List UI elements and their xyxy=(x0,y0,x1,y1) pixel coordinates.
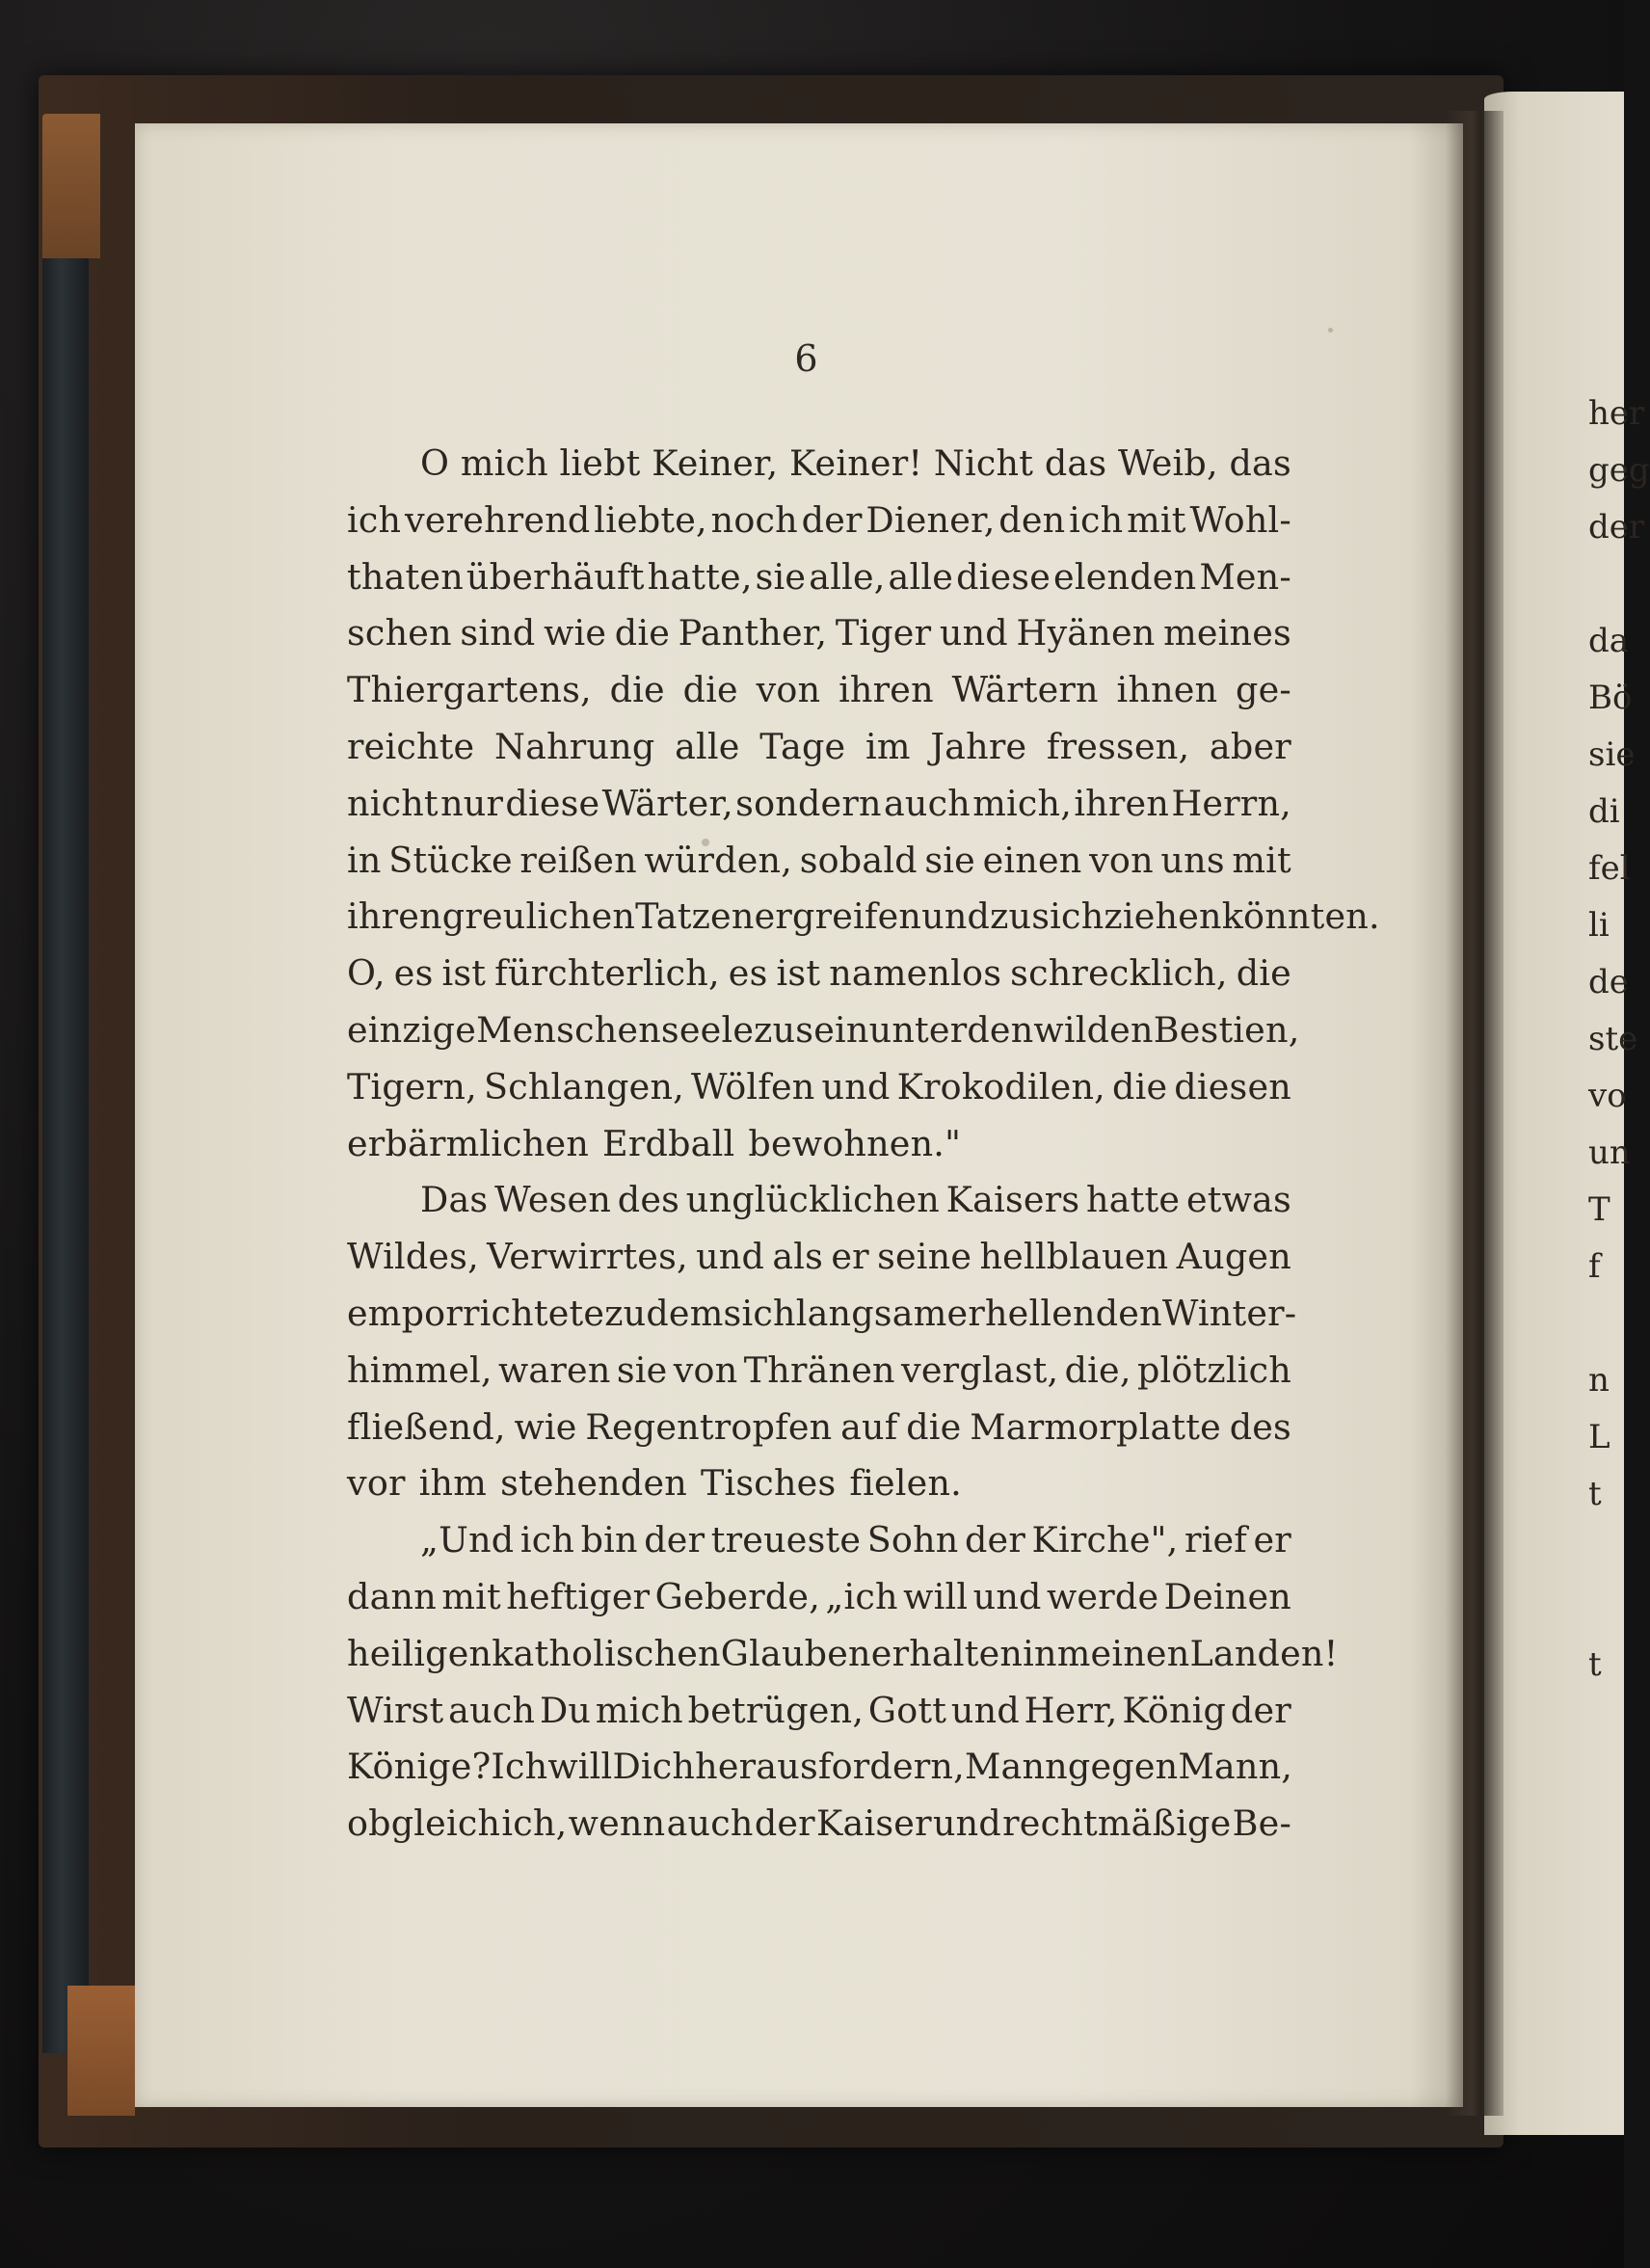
word: Weib, xyxy=(1117,442,1218,484)
word: herausfordern, xyxy=(695,1746,965,1788)
word: meinen xyxy=(1056,1632,1190,1674)
word: und xyxy=(932,1802,1001,1845)
word: ihm xyxy=(418,1462,488,1505)
text-line xyxy=(347,946,1291,1002)
word: Wölfen xyxy=(691,1065,815,1107)
word: auf xyxy=(840,1405,898,1448)
word: ihren xyxy=(1074,782,1170,824)
word: Deinen xyxy=(1163,1575,1291,1617)
word: Wohl- xyxy=(1189,498,1291,541)
word: Bestien, xyxy=(1153,1008,1300,1051)
word: Nahrung xyxy=(494,725,655,767)
word: ich xyxy=(1069,498,1124,541)
text-line xyxy=(347,1229,1291,1286)
word: thaten xyxy=(347,555,464,598)
text-line xyxy=(347,1455,1291,1512)
word: von xyxy=(756,669,821,711)
word: der xyxy=(644,1519,705,1561)
word: und xyxy=(921,895,991,938)
word: der xyxy=(754,1802,815,1845)
facing-line: Bö xyxy=(1588,679,1633,717)
word: nur xyxy=(440,782,504,824)
word: diese xyxy=(956,555,1051,598)
facing-line xyxy=(1588,1694,1624,1750)
facing-line: ste xyxy=(1588,1020,1638,1058)
facing-line xyxy=(1588,1750,1624,1807)
leather-corner-top xyxy=(42,114,100,258)
word: liebte, xyxy=(594,498,707,541)
word: Marmorplatte xyxy=(970,1405,1221,1448)
facing-line: n xyxy=(1588,1361,1610,1400)
text-line xyxy=(347,436,1291,493)
word: sie xyxy=(924,839,975,881)
word: Herr, xyxy=(1024,1689,1118,1731)
word: Tiger xyxy=(835,612,932,654)
word: ergreifen xyxy=(754,895,922,938)
word: mich xyxy=(460,442,548,484)
facing-line xyxy=(1588,1523,1624,1580)
word: seine xyxy=(877,1236,972,1278)
word: will xyxy=(903,1575,969,1617)
facing-line xyxy=(1588,556,1624,613)
text-line xyxy=(347,1400,1291,1456)
word: O xyxy=(420,442,450,484)
word: ihren xyxy=(347,895,442,938)
word: die, xyxy=(1064,1348,1131,1391)
word: mit xyxy=(1127,498,1186,541)
word: auch xyxy=(883,782,971,824)
body-text xyxy=(347,436,1380,1853)
word: Nicht xyxy=(933,442,1034,484)
text-line xyxy=(347,605,1291,662)
word: zu xyxy=(754,1008,796,1051)
word: den xyxy=(967,1008,1034,1051)
word: „ich xyxy=(825,1575,898,1617)
word: mich, xyxy=(972,782,1073,824)
facing-line: geg xyxy=(1588,451,1650,490)
word: sie xyxy=(616,1348,668,1391)
word: sich xyxy=(723,1292,796,1334)
facing-line: T xyxy=(1588,1190,1610,1229)
word: Wildes, xyxy=(347,1236,479,1278)
word: Wesen xyxy=(494,1179,612,1221)
word: stehenden xyxy=(500,1462,687,1505)
text-line xyxy=(347,493,1291,549)
text-line xyxy=(347,1343,1291,1400)
word: gegen xyxy=(1067,1746,1179,1788)
word: greulichen xyxy=(441,895,636,938)
word: heftiger xyxy=(506,1575,651,1617)
word: noch xyxy=(710,498,798,541)
facing-line: f xyxy=(1588,1247,1601,1286)
word: emporrichtete xyxy=(347,1292,605,1334)
word: Be- xyxy=(1232,1802,1291,1845)
word: langsam xyxy=(795,1292,947,1334)
facing-line: li xyxy=(1588,906,1610,945)
text-line xyxy=(347,1739,1291,1796)
word: die xyxy=(614,612,671,654)
word: ihren xyxy=(838,669,934,711)
word: dann xyxy=(347,1575,437,1617)
word: und xyxy=(821,1065,891,1107)
word: meines xyxy=(1163,612,1291,654)
word: Wärtern xyxy=(951,669,1099,711)
word: erbärmlichen xyxy=(347,1122,590,1164)
word: treueste xyxy=(710,1519,862,1561)
word: einzige xyxy=(347,1008,477,1051)
word: Menschenseele xyxy=(476,1008,755,1051)
word: himmel, xyxy=(347,1348,492,1391)
word: Schlangen, xyxy=(483,1065,684,1107)
word: würden, xyxy=(644,839,793,881)
word: sobald xyxy=(799,839,918,881)
word: zu xyxy=(604,1292,647,1334)
word: Tage xyxy=(759,725,846,767)
word: es xyxy=(393,952,434,995)
text-line xyxy=(347,1569,1291,1626)
word: und xyxy=(939,612,1008,654)
word: Krokodilen, xyxy=(896,1065,1105,1107)
word: und xyxy=(950,1689,1020,1731)
word: die xyxy=(609,669,665,711)
word: Men- xyxy=(1199,555,1291,598)
word: etwas xyxy=(1185,1179,1291,1221)
facing-line: de xyxy=(1588,963,1629,1001)
word: mit xyxy=(1232,839,1291,881)
word: sich xyxy=(1031,895,1104,938)
paper-stain xyxy=(1328,328,1333,333)
word: der xyxy=(1230,1689,1291,1731)
word: alle xyxy=(888,555,954,598)
word: ich xyxy=(347,498,402,541)
word: Thiergartens, xyxy=(347,669,592,711)
word: reißen xyxy=(519,839,637,881)
word: Glauben xyxy=(720,1632,871,1674)
text-line xyxy=(347,1796,1291,1853)
word: Tigern, xyxy=(347,1065,477,1107)
word: fließend, xyxy=(347,1405,506,1448)
word: Keiner, xyxy=(652,442,779,484)
text-line xyxy=(347,889,1380,946)
word: alle xyxy=(675,725,740,767)
word: Panther, xyxy=(678,612,828,654)
word: Mann, xyxy=(1178,1746,1293,1788)
word: diesen xyxy=(1174,1065,1291,1107)
word: rechtmäßige xyxy=(1002,1802,1232,1845)
facing-line: fel xyxy=(1588,849,1631,888)
word: unglücklichen xyxy=(685,1179,940,1221)
word: Du xyxy=(539,1689,592,1731)
word: er xyxy=(831,1236,869,1278)
facing-line xyxy=(1588,1295,1624,1352)
word: verehrend xyxy=(405,498,591,541)
word: mich xyxy=(595,1689,683,1731)
word: Dich xyxy=(612,1746,696,1788)
word: ich xyxy=(519,1519,575,1561)
word: werde xyxy=(1046,1575,1159,1617)
word: katholischen xyxy=(492,1632,721,1674)
word: rief xyxy=(1184,1519,1247,1561)
word: sondern xyxy=(735,782,882,824)
word: namenlos xyxy=(829,952,1002,995)
word: verglast, xyxy=(901,1348,1059,1391)
facing-line xyxy=(1588,1580,1624,1637)
word: könnten. xyxy=(1221,895,1380,938)
word: fressen, xyxy=(1046,725,1190,767)
word: König xyxy=(1122,1689,1227,1731)
text-line xyxy=(347,1626,1339,1683)
word: hatte xyxy=(1086,1179,1181,1221)
text-line xyxy=(347,719,1291,776)
word: reichte xyxy=(347,725,475,767)
word: Verwirrtes, xyxy=(487,1236,688,1278)
word: erhellenden xyxy=(946,1292,1162,1334)
facing-line: da xyxy=(1588,622,1630,660)
word: Ich xyxy=(491,1746,548,1788)
word: bewohnen." xyxy=(748,1122,962,1164)
word: ge- xyxy=(1236,669,1291,711)
word: in xyxy=(347,839,382,881)
word: Erdball xyxy=(602,1122,735,1164)
word: Kaiser xyxy=(816,1802,932,1845)
word: des xyxy=(1229,1405,1291,1448)
text-line xyxy=(347,1172,1291,1229)
word: fürchterlich, xyxy=(494,952,720,995)
word: bin xyxy=(580,1519,638,1561)
word: Geberde, xyxy=(654,1575,821,1617)
word: wie xyxy=(514,1405,577,1448)
word: sie xyxy=(755,555,807,598)
word: einen xyxy=(982,839,1082,881)
word: Tatzen xyxy=(635,895,755,938)
word: Das xyxy=(420,1179,489,1221)
word: ist xyxy=(776,952,821,995)
word: Könige? xyxy=(347,1746,492,1788)
word: Stücke xyxy=(388,839,513,881)
facing-line: sie xyxy=(1588,735,1636,774)
word: des xyxy=(617,1179,680,1221)
word: im xyxy=(865,725,911,767)
word: Diener, xyxy=(865,498,996,541)
text-line xyxy=(347,1512,1291,1569)
text-line xyxy=(347,549,1291,606)
word: erhalten xyxy=(870,1632,1024,1674)
word: alle, xyxy=(809,555,886,598)
text-line xyxy=(347,1286,1297,1343)
word: in xyxy=(1023,1632,1057,1674)
word: will xyxy=(547,1746,613,1788)
word: Gott xyxy=(867,1689,947,1731)
word: als xyxy=(772,1236,824,1278)
facing-line: vo xyxy=(1588,1077,1627,1115)
facing-line: un xyxy=(1588,1134,1631,1172)
text-line xyxy=(347,833,1291,890)
word: Wirst xyxy=(347,1689,444,1731)
facing-line: L xyxy=(1588,1418,1610,1456)
paper-stain xyxy=(702,839,709,846)
word: ihnen xyxy=(1116,669,1218,711)
word: Kaisers xyxy=(945,1179,1080,1221)
word: diese xyxy=(505,782,600,824)
word: betrügen, xyxy=(687,1689,865,1731)
text-line xyxy=(347,662,1291,719)
word: nicht xyxy=(347,782,439,824)
text-line xyxy=(347,776,1291,833)
word: obgleich xyxy=(347,1802,501,1845)
word: es xyxy=(728,952,768,995)
word: er xyxy=(1253,1519,1291,1561)
word: auch xyxy=(666,1802,754,1845)
word: wie xyxy=(544,612,607,654)
word: aber xyxy=(1209,725,1291,767)
word: hatte, xyxy=(647,555,753,598)
word: O, xyxy=(347,952,386,995)
word: Kirche", xyxy=(1031,1519,1179,1561)
word: liebt xyxy=(559,442,641,484)
facing-line: t xyxy=(1588,1475,1602,1513)
word: der xyxy=(801,498,863,541)
word: heiligen xyxy=(347,1632,492,1674)
facing-line: t xyxy=(1588,1645,1602,1684)
word: Augen xyxy=(1176,1236,1291,1278)
facing-line: der xyxy=(1588,508,1645,547)
word: Thränen xyxy=(743,1348,895,1391)
word: elenden xyxy=(1053,555,1197,598)
word: das xyxy=(1229,442,1291,484)
word: Mann xyxy=(964,1746,1068,1788)
word: Winter- xyxy=(1161,1292,1297,1334)
word: sein xyxy=(795,1008,869,1051)
word: zu xyxy=(990,895,1032,938)
word: überhäuft xyxy=(466,555,645,598)
facing-page-text xyxy=(1588,386,1650,1807)
word: „Und xyxy=(420,1519,515,1561)
cover-edge xyxy=(42,125,89,2053)
word: Herrn, xyxy=(1171,782,1291,824)
word: und xyxy=(696,1236,765,1278)
word: ich, xyxy=(501,1802,568,1845)
word: Jahre xyxy=(930,725,1027,767)
text-line xyxy=(347,1116,1291,1173)
word: Hyänen xyxy=(1016,612,1156,654)
word: unter xyxy=(868,1008,968,1051)
word: die xyxy=(1112,1065,1168,1107)
word: Wärter, xyxy=(601,782,733,824)
word: Sohn xyxy=(866,1519,959,1561)
word: die xyxy=(1236,952,1291,995)
page-number: 6 xyxy=(794,337,818,380)
facing-line: di xyxy=(1588,792,1620,831)
word: uns xyxy=(1160,839,1225,881)
word: vor xyxy=(347,1462,406,1505)
word: von xyxy=(673,1348,738,1391)
word: schen xyxy=(347,612,452,654)
word: den xyxy=(998,498,1066,541)
word: waren xyxy=(497,1348,611,1391)
word: Regentropfen xyxy=(585,1405,833,1448)
word: Tisches xyxy=(700,1462,837,1505)
word: ist xyxy=(441,952,487,995)
facing-line: her xyxy=(1588,394,1645,433)
word: wenn xyxy=(568,1802,666,1845)
word: mit xyxy=(441,1575,501,1617)
word: schrecklich, xyxy=(1010,952,1228,995)
leather-corner-bottom xyxy=(67,1986,135,2116)
word: die xyxy=(682,669,738,711)
word: sind xyxy=(460,612,536,654)
word: plötzlich xyxy=(1136,1348,1291,1391)
word: wilden xyxy=(1033,1008,1154,1051)
page-gutter xyxy=(1446,111,1504,2116)
word: das xyxy=(1044,442,1107,484)
text-line xyxy=(347,1683,1291,1740)
word: fielen. xyxy=(849,1462,962,1505)
word: ziehen xyxy=(1104,895,1222,938)
word: dem xyxy=(646,1292,724,1334)
word: auch xyxy=(448,1689,536,1731)
word: Keiner! xyxy=(789,442,923,484)
word: hellblauen xyxy=(979,1236,1169,1278)
word: und xyxy=(972,1575,1042,1617)
text-line xyxy=(347,1059,1291,1116)
text-line xyxy=(347,1002,1300,1059)
word: von xyxy=(1089,839,1154,881)
word: Landen! xyxy=(1189,1632,1339,1674)
word: die xyxy=(906,1405,962,1448)
word: der xyxy=(964,1519,1025,1561)
